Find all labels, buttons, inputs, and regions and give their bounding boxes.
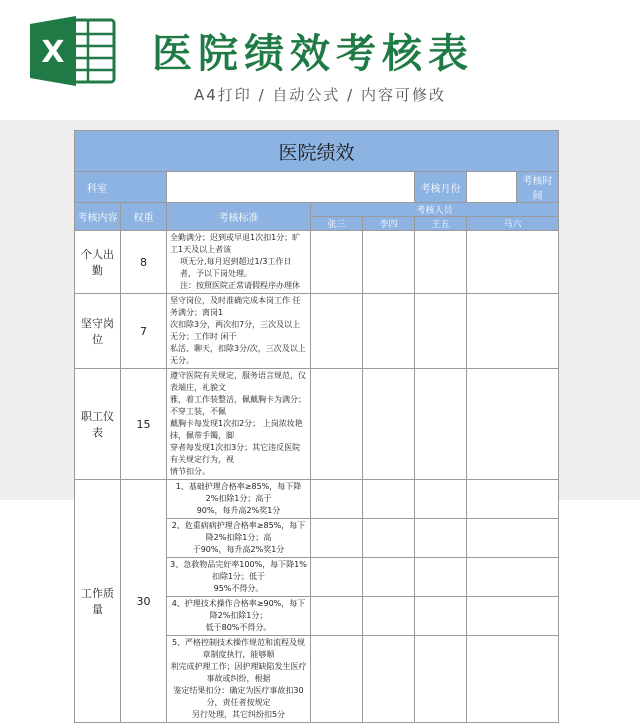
score-cell[interactable] [415, 597, 467, 636]
category-cell: 个人出勤 [75, 231, 121, 294]
category-cell: 工作质量 [75, 480, 121, 723]
staff-name: 王五 [415, 217, 467, 231]
header-staff: 考核人员 [311, 203, 559, 217]
score-cell[interactable] [363, 636, 415, 723]
category-cell: 坚守岗位 [75, 294, 121, 369]
standard-cell [167, 636, 311, 723]
score-cell[interactable] [467, 480, 559, 519]
score-cell[interactable] [363, 597, 415, 636]
score-cell[interactable] [467, 369, 559, 480]
excel-logo-icon [26, 14, 118, 88]
weight-cell: 30 [121, 480, 167, 723]
score-cell[interactable] [311, 294, 363, 369]
header-weight: 权重 [121, 203, 167, 231]
weight-cell: 15 [121, 369, 167, 480]
standard-cell [167, 480, 311, 519]
score-cell[interactable] [467, 294, 559, 369]
department-input[interactable] [167, 172, 415, 203]
standard-cell [167, 558, 311, 597]
score-cell[interactable] [311, 369, 363, 480]
banner [0, 0, 640, 120]
score-cell[interactable] [415, 558, 467, 597]
performance-sheet [74, 130, 558, 719]
month-label: 考核月份 [415, 172, 467, 203]
standard-line: 遵守医院有关规定，服务语言规范，仪表端庄，礼貌文 [170, 371, 306, 392]
standard-line: 私活、聊天，扣除3分/次，三次及以上无分。 [170, 344, 306, 365]
weight-cell: 7 [121, 294, 167, 369]
standard-line: 注：按照医院正常请假程序办理休 [180, 281, 300, 290]
score-cell[interactable] [467, 231, 559, 294]
standard-line: 雅，着工作装整洁，佩戴胸卡为满分；不穿工装，不佩 [170, 395, 306, 416]
standard-line: 戴胸卡每发现1次扣2分； 上岗浓妆艳抹，佩带手镯，脚 [170, 419, 303, 440]
score-cell[interactable] [311, 480, 363, 519]
score-cell[interactable] [467, 597, 559, 636]
staff-name: 马六 [467, 217, 559, 231]
score-cell[interactable] [363, 231, 415, 294]
score-cell[interactable] [311, 558, 363, 597]
score-cell[interactable] [415, 519, 467, 558]
score-cell[interactable] [311, 636, 363, 723]
standard-line: 次扣除3分，两次扣7分，三次及以上无分；工作时 闲干 [170, 320, 301, 341]
header-standard: 考核标准 [167, 203, 311, 231]
score-cell[interactable] [363, 294, 415, 369]
score-cell[interactable] [467, 636, 559, 723]
standard-line: 3、急救物品完好率100%，每下降1%扣除1分；低于 [170, 560, 307, 581]
standard-line: 2、危重病病护理合格率≥85%，每下降2%扣除1分；高 [171, 521, 306, 542]
score-cell[interactable] [467, 558, 559, 597]
standard-line: 90%，每升高2%奖1分 [196, 506, 281, 515]
staff-name: 张三 [311, 217, 363, 231]
sheet-title: 医院绩效 [75, 131, 559, 172]
staff-name: 李四 [363, 217, 415, 231]
score-cell[interactable] [311, 519, 363, 558]
score-cell[interactable] [363, 558, 415, 597]
time-label: 考核时间 [517, 172, 559, 203]
page-subtitle: A4打印 / 自动公式 / 内容可修改 [194, 86, 446, 104]
score-cell[interactable] [311, 231, 363, 294]
score-cell[interactable] [415, 369, 467, 480]
standard-cell [167, 519, 311, 558]
standard-line: 穿者每发现1次扣3分；其它违反医院有关规定行为，视 [170, 443, 301, 464]
standard-line: 全勤满分；迟到或早退1次扣1分；旷工1天及以上者该 [170, 233, 301, 254]
score-cell[interactable] [415, 294, 467, 369]
standard-line: 鉴定结果扣分：确定为医疗事故扣30分，责任者按规定 [173, 686, 304, 707]
standard-line: 坚守岗位，及时准确完成本岗工作 任务满分；离岗1 [170, 296, 301, 317]
month-input[interactable] [467, 172, 517, 203]
standard-line: 5、严格控制技术操作规范和流程及规章制度执行，能够顺 [171, 638, 306, 659]
standard-cell [167, 294, 311, 369]
standard-cell [167, 597, 311, 636]
standard-line: 利完成护理工作；因护理缺陷发生医疗事故或纠纷，根据 [170, 662, 307, 683]
standard-line: 另行处理，其它纠纷扣5分 [191, 710, 286, 719]
standard-cell [167, 231, 311, 294]
category-cell: 职工仪表 [75, 369, 121, 480]
score-cell[interactable] [363, 369, 415, 480]
score-cell[interactable] [467, 519, 559, 558]
weight-cell: 8 [121, 231, 167, 294]
header-content: 考核内容 [75, 203, 121, 231]
score-cell[interactable] [415, 480, 467, 519]
score-cell[interactable] [363, 480, 415, 519]
standard-line: 1、基础护理合格率≥85%，每下降2%扣除1分；高于 [175, 482, 302, 503]
standard-line: 低于80%不得分。 [205, 623, 272, 632]
score-cell[interactable] [415, 636, 467, 723]
score-cell[interactable] [311, 597, 363, 636]
standard-line: 于90%，每升高2%奖1分 [192, 545, 285, 554]
logo-letter: X [41, 35, 65, 70]
standard-line: 情节扣分。 [170, 467, 210, 476]
department-label: 科室 [75, 172, 167, 203]
page-title: 医院绩效考核表 [152, 30, 474, 77]
score-cell[interactable] [363, 519, 415, 558]
standard-line: 95%不得分。 [213, 584, 264, 593]
score-cell[interactable] [415, 231, 467, 294]
standard-cell [167, 369, 311, 480]
performance-table [74, 130, 559, 723]
standard-line: 4、护理技术操作合格率≥90%，每下降2%扣除1分； [171, 599, 306, 620]
standard-line: 项无分,每月迟到超过1/3工作日者，予以下岗处理。 [180, 257, 292, 278]
